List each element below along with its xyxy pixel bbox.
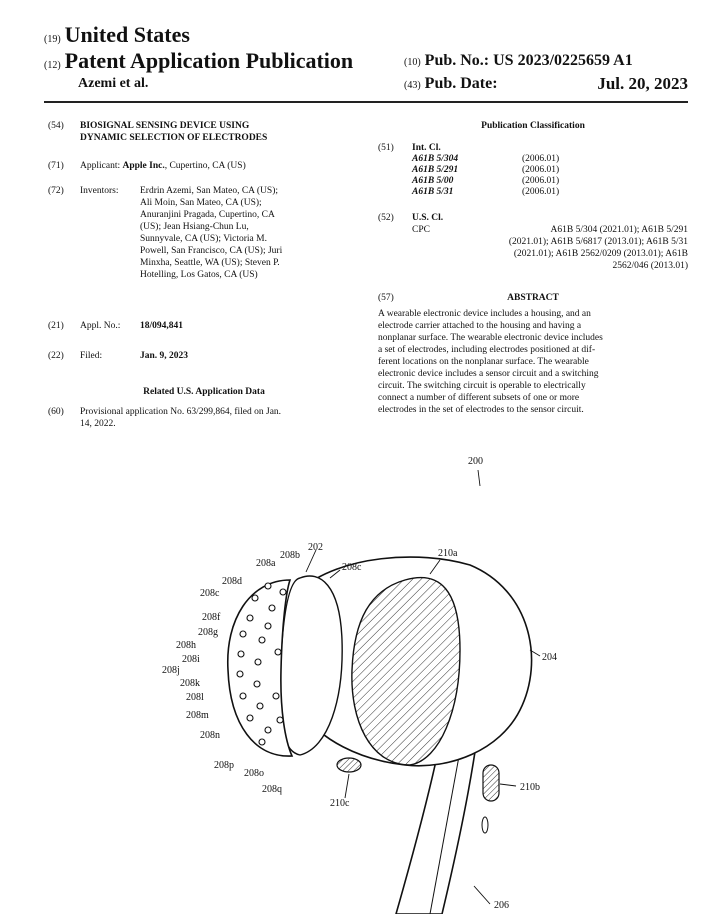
electrode-208f bbox=[265, 623, 271, 629]
abstract-line: A wearable electronic device includes a housing, and an bbox=[378, 309, 591, 319]
applicant-label: Applicant: bbox=[80, 161, 121, 171]
abstract-line: a set of electrodes, including electrodes positioned at dif- bbox=[378, 345, 596, 355]
ref-208q: 208q bbox=[262, 784, 282, 795]
abstract-heading: ABSTRACT bbox=[507, 293, 559, 303]
pub-no-tag: (10) bbox=[404, 57, 421, 68]
ref-208f: 208f bbox=[202, 612, 221, 623]
title-tag: (54) bbox=[48, 121, 64, 131]
abstract-line: circuit. The switching circuit is operable to electrically bbox=[378, 381, 586, 391]
inventor-line: Ali Moin, San Mateo, CA (US); bbox=[140, 198, 262, 208]
electrode-extra bbox=[275, 649, 281, 655]
filed-label: Filed: bbox=[80, 351, 103, 361]
sensor-210b bbox=[483, 765, 499, 801]
inventor-line: Erdrin Azemi, San Mateo, CA (US); bbox=[140, 186, 278, 196]
title-line-2: DYNAMIC SELECTION OF ELECTRODES bbox=[80, 133, 268, 143]
intcl-list bbox=[412, 154, 612, 198]
intcl-code: A61B 5/291 bbox=[412, 165, 459, 175]
ref-200: 200 bbox=[468, 456, 483, 467]
pub-no: US 2023/0225659 A1 bbox=[493, 52, 633, 69]
pub-date-line bbox=[404, 75, 688, 93]
appl-tag: (21) bbox=[48, 321, 64, 331]
electrode-208g bbox=[240, 631, 246, 637]
inventor-line: (US); Jean Hsiang-Chun Lu, bbox=[140, 222, 249, 232]
pub-type-tag: (12) bbox=[44, 60, 61, 71]
ref-208c-top: 208c bbox=[342, 562, 362, 573]
ref-208g: 208g bbox=[198, 627, 218, 638]
intcl-code: A61B 5/00 bbox=[412, 176, 454, 186]
ref-208n: 208n bbox=[200, 730, 220, 741]
electrode-208o bbox=[247, 715, 253, 721]
ref-204: 204 bbox=[542, 652, 557, 663]
ref-208b: 208b bbox=[280, 550, 300, 561]
earbud-figure bbox=[0, 440, 720, 914]
filed-date: Jan. 9, 2023 bbox=[140, 351, 189, 361]
leader-206 bbox=[474, 886, 490, 904]
applicant-loc: , Cupertino, CA (US) bbox=[164, 161, 246, 171]
inventors-list bbox=[140, 185, 360, 281]
electrode-208m bbox=[240, 693, 246, 699]
cpc-block bbox=[432, 224, 688, 272]
ref-208i: 208i bbox=[182, 654, 200, 665]
electrode-208l bbox=[254, 681, 260, 687]
inventor-line: Sunnyvale, CA (US); Victoria M. bbox=[140, 234, 267, 244]
sensor-210c bbox=[337, 758, 361, 772]
cpc-line: A61B 5/304 (2021.01); A61B 5/291 bbox=[550, 225, 688, 235]
electrode-208n bbox=[257, 703, 263, 709]
leader-200 bbox=[478, 470, 480, 486]
electrode-208b bbox=[280, 589, 286, 595]
ref-210a: 210a bbox=[438, 548, 458, 559]
pub-class-heading: Publication Classification bbox=[481, 121, 585, 131]
abstract-line: nonplanar surface. The wearable electronic device includes bbox=[378, 333, 603, 343]
uscl-tag: (52) bbox=[378, 213, 394, 223]
ref-206: 206 bbox=[494, 900, 509, 911]
related-heading: Related U.S. Application Data bbox=[143, 387, 265, 397]
prov-line-1: Provisional application No. 63/299,864, filed on Jan. bbox=[80, 407, 282, 417]
intcl-code: A61B 5/304 bbox=[412, 154, 459, 164]
cpc-line: (2021.01); A61B 5/6817 (2013.01); A61B 5/31 bbox=[508, 237, 688, 247]
pub-date-tag: (43) bbox=[404, 80, 421, 91]
stem-slot bbox=[482, 817, 488, 833]
cpc-line: (2021.01); A61B 2562/0209 (2013.01); A61B bbox=[513, 249, 688, 259]
ref-208a: 208a bbox=[256, 558, 276, 569]
leader-210c bbox=[345, 774, 349, 798]
electrode-208h bbox=[259, 637, 265, 643]
abstract-line: ferent locations on the nonplanar surface. The wearable bbox=[378, 357, 589, 367]
electrode-208d bbox=[269, 605, 275, 611]
electrode-208q bbox=[259, 739, 265, 745]
intcl-year: (2006.01) bbox=[522, 165, 560, 175]
uscl-label: U.S. Cl. bbox=[412, 213, 444, 223]
ref-208l: 208l bbox=[186, 692, 204, 703]
ref-208c: 208c bbox=[200, 588, 220, 599]
applicant-short: Azemi et al. bbox=[78, 76, 149, 91]
filed-tag: (22) bbox=[48, 351, 64, 361]
applicant-line bbox=[80, 160, 246, 172]
intcl-row bbox=[412, 165, 612, 176]
intcl-row bbox=[412, 154, 612, 165]
electrode-208c bbox=[252, 595, 258, 601]
intcl-row bbox=[412, 187, 612, 198]
abstract-line: electrodes in the set of electrodes to the sensor circuit. bbox=[378, 405, 584, 415]
electrode-208p bbox=[265, 727, 271, 733]
applicant-name: Apple Inc. bbox=[122, 161, 165, 171]
ref-210b: 210b bbox=[520, 782, 540, 793]
abstract-body bbox=[378, 308, 688, 416]
pub-no-label: Pub. No.: bbox=[424, 52, 490, 69]
leader-210b bbox=[500, 784, 516, 786]
intcl-year: (2006.01) bbox=[522, 187, 560, 197]
appl-no: 18/094,841 bbox=[140, 321, 184, 331]
cpc-line: 2562/046 (2013.01) bbox=[612, 261, 688, 271]
header-rule bbox=[44, 101, 688, 103]
applicant-tag: (71) bbox=[48, 161, 64, 171]
inventor-line: Hotelling, Los Gatos, CA (US) bbox=[140, 270, 258, 280]
country-tag: (19) bbox=[44, 34, 61, 45]
abstract-line: electronic device includes a sensor circuit and a switching bbox=[378, 369, 599, 379]
ref-208p: 208p bbox=[214, 760, 234, 771]
intcl-label: Int. Cl. bbox=[412, 143, 441, 153]
pub-type-line bbox=[44, 48, 353, 74]
ref-208d: 208d bbox=[222, 576, 242, 587]
appl-label: Appl. No.: bbox=[80, 321, 121, 331]
electrode-208i bbox=[238, 651, 244, 657]
intcl-year: (2006.01) bbox=[522, 176, 560, 186]
inventor-line: Anuranjini Pragada, Cupertino, CA bbox=[140, 210, 275, 220]
prov-tag: (60) bbox=[48, 407, 64, 417]
electrode-208j bbox=[255, 659, 261, 665]
inventor-line: Minxha, Seattle, WA (US); Steven P. bbox=[140, 258, 280, 268]
pub-type: Patent Application Publication bbox=[64, 48, 354, 73]
ref-208k: 208k bbox=[180, 678, 200, 689]
pub-date: Jul. 20, 2023 bbox=[597, 74, 688, 93]
country-line bbox=[44, 22, 190, 48]
ref-208j: 208j bbox=[162, 665, 180, 676]
inventors-label: Inventors: bbox=[80, 186, 119, 196]
provisional-block bbox=[80, 406, 360, 430]
abstract-line: electrode carrier attached to the housing and having a bbox=[378, 321, 582, 331]
electrode-extra bbox=[277, 717, 283, 723]
electrode-extra bbox=[273, 693, 279, 699]
ref-208o: 208o bbox=[244, 768, 264, 779]
title-line-1: BIOSIGNAL SENSING DEVICE USING bbox=[80, 121, 250, 131]
intcl-year: (2006.01) bbox=[522, 154, 560, 164]
pub-no-line bbox=[404, 52, 694, 70]
inventor-line: Powell, San Francisco, CA (US); Juri bbox=[140, 246, 283, 256]
abstract-line: connect a number of different subsets of one or more bbox=[378, 393, 580, 403]
cpc-label: CPC bbox=[412, 225, 430, 235]
intcl-tag: (51) bbox=[378, 143, 394, 153]
pub-date-label: Pub. Date: bbox=[424, 75, 498, 92]
electrode-208a bbox=[265, 583, 271, 589]
country: United States bbox=[64, 22, 190, 47]
ref-202: 202 bbox=[308, 542, 323, 553]
abstract-tag: (57) bbox=[378, 293, 394, 303]
electrode-208e bbox=[247, 615, 253, 621]
ref-208m: 208m bbox=[186, 710, 209, 721]
prov-line-2: 14, 2022. bbox=[80, 419, 116, 429]
intcl-row bbox=[412, 176, 612, 187]
ref-208h: 208h bbox=[176, 640, 196, 651]
title-block bbox=[80, 120, 267, 144]
intcl-code: A61B 5/31 bbox=[412, 187, 454, 197]
electrode-208k bbox=[237, 671, 243, 677]
ref-210c: 210c bbox=[330, 798, 350, 809]
inventors-tag: (72) bbox=[48, 186, 64, 196]
leader-202 bbox=[306, 550, 316, 572]
